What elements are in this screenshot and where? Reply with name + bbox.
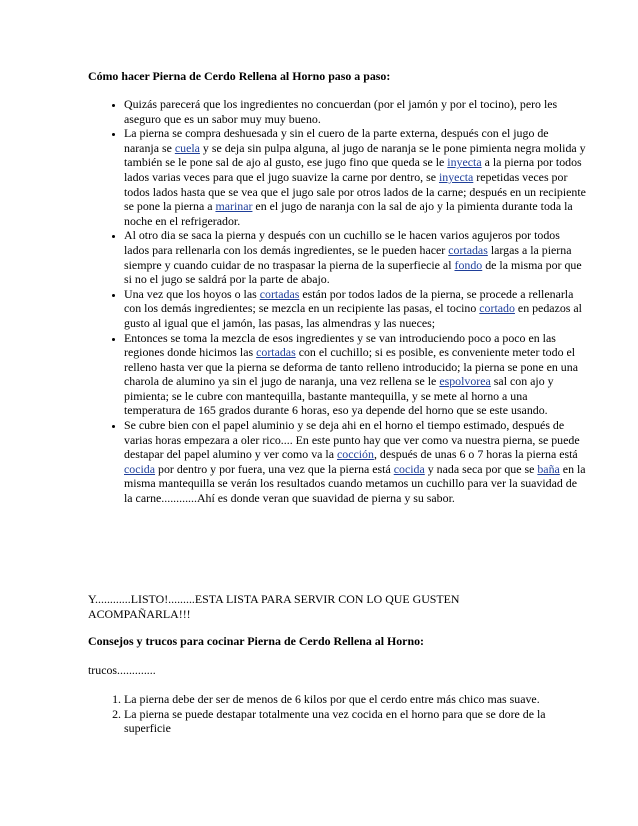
recipe-step: [124, 126, 586, 228]
step-text: y se deja sin pulpa alguna, al jugo de naranja se le pone pimienta negra molida y también se le pone sal de ajo al gusto, ese jugo fino que queda se le: [124, 140, 586, 170]
keyword-link-cuela[interactable]: cuela: [174, 140, 200, 155]
step-text: por dentro y por fuera, una vez que la pierna está: [155, 461, 394, 476]
recipe-step: [124, 418, 586, 506]
tip-item: 2. La pierna se puede destapar totalmente una vez cocida en el horno para que se dore de la superficie: [124, 707, 586, 736]
step-text: sal con ajo y pimienta; se le cubre con mantequilla, bastante mantequilla, y se mete al horno a una temperatura de 165 grados durante 6 horas, eso ya depende del horno que se este usando.: [124, 374, 554, 418]
recipe-step: [124, 97, 586, 126]
step-text: en la misma mantequilla se verán los resultados cuando metamos un cuchillo para ver la suavidad de la carne............Ahí es donde veran que suavidad de pierna y su sabor.: [124, 461, 586, 506]
step-text: a la pierna por todos lados varias veces para que el jugo suavize la carne por dentro, se: [124, 155, 582, 184]
step-text: en pedazos al gusto al igual que el jamón, las pasas, las almendras y las nueces;: [124, 301, 582, 330]
recipe-steps-list: [88, 97, 586, 506]
keyword-link-cocida[interactable]: cocida: [124, 461, 156, 476]
recipe-steps-heading: Cómo hacer Pierna de Cerdo Rellena al Horno paso a paso:: [88, 69, 391, 83]
keyword-link-cocción[interactable]: cocción: [336, 447, 374, 462]
keyword-link-cortado[interactable]: cortado: [479, 301, 515, 316]
tip-item: 1. La pierna debe der ser de menos de 6 kilos por que el cerdo entre más chico mas suave.: [124, 692, 586, 707]
step-text: repetidas veces por todos lados hasta que se vea que el jugo sale por otros lados de la carne; después en un recipiente se pone la pierna a: [124, 169, 586, 214]
step-text: están por todos lados de la pierna, se procede a rellenarla con los demás ingredientes; se mezcla en un recipiente las pasas, el tocino: [124, 286, 574, 316]
keyword-link-marinar[interactable]: marinar: [215, 199, 253, 214]
recipe-step: [124, 228, 586, 286]
keyword-link-espolvorea[interactable]: espolvorea: [439, 374, 491, 389]
tips-list: [88, 692, 586, 736]
step-text: La pierna se compra deshuesada y sin el cuero de la parte externa, después con el jugo de naranja se: [124, 126, 549, 155]
step-text: Se cubre bien con el papel aluminio y se deja ahi en el horno el tiempo estimado, después de varias horas empezara a oler rico.... En este punto hay que ver como va nuestra pierna, se puede destapar del papel alumino y ver como va la: [124, 418, 580, 462]
keyword-link-cortadas[interactable]: cortadas: [256, 345, 296, 360]
step-text: de la misma por que si no el jugo se saldrá por la parte de abajo.: [124, 257, 582, 287]
step-text: Al otro dia se saca la pierna y después con un cuchillo se le hacen varios agujeros por todos lados para rellenarla con los demás ingredientes, se le pueden hacer: [124, 228, 560, 257]
tips-heading: Consejos y trucos para cocinar Pierna de Cerdo Rellena al Horno:: [88, 634, 424, 648]
step-text: largas a la pierna siempre y cuando cuidar de no traspasar la pierna de la superfiecie al: [124, 242, 572, 272]
recipe-step: [124, 331, 586, 419]
tricks-label: trucos.............: [88, 663, 156, 677]
step-text: , después de unas 6 o 7 horas la pierna está: [373, 447, 578, 462]
keyword-link-cortadas[interactable]: cortadas: [448, 242, 488, 257]
step-text: con el cuchillo; si es posible, es conveniente meter todo el relleno hasta ver que la pierna se deforma de tanto relleno introducido; la pierna se pone en una charola de alumino ya sin el jugo de naranja, una vez rellena se le: [124, 345, 578, 389]
keyword-link-fondo[interactable]: fondo: [454, 257, 483, 272]
ready-to-serve-text: Y............LISTO!.........ESTA LISTA PARA SERVIR CON LO QUE GUSTEN ACOMPAÑARLA!!!: [88, 592, 460, 621]
keyword-link-baña[interactable]: baña: [537, 461, 560, 476]
step-text: Entonces se toma la mezcla de esos ingredientes y se van introduciendo poco a poco en las regiones donde hicimos las: [124, 330, 556, 360]
step-text: en el jugo de naranja con la sal de ajo y la pimienta durante toda la noche en el refrigerador.: [124, 199, 573, 228]
keyword-link-inyecta[interactable]: inyecta: [438, 169, 474, 184]
recipe-step: [124, 287, 586, 331]
step-text: Una vez que los hoyos o las: [124, 286, 260, 301]
keyword-link-cortadas[interactable]: cortadas: [259, 286, 300, 301]
keyword-link-cocida[interactable]: cocida: [393, 461, 425, 476]
keyword-link-inyecta[interactable]: inyecta: [447, 155, 482, 170]
step-text: Quizás parecerá que los ingredientes no concuerdan (por el jamón y por el tocino), pero les aseguro que es un sabor muy muy bueno.: [124, 97, 558, 126]
step-text: y nada seca por que se: [424, 461, 538, 476]
